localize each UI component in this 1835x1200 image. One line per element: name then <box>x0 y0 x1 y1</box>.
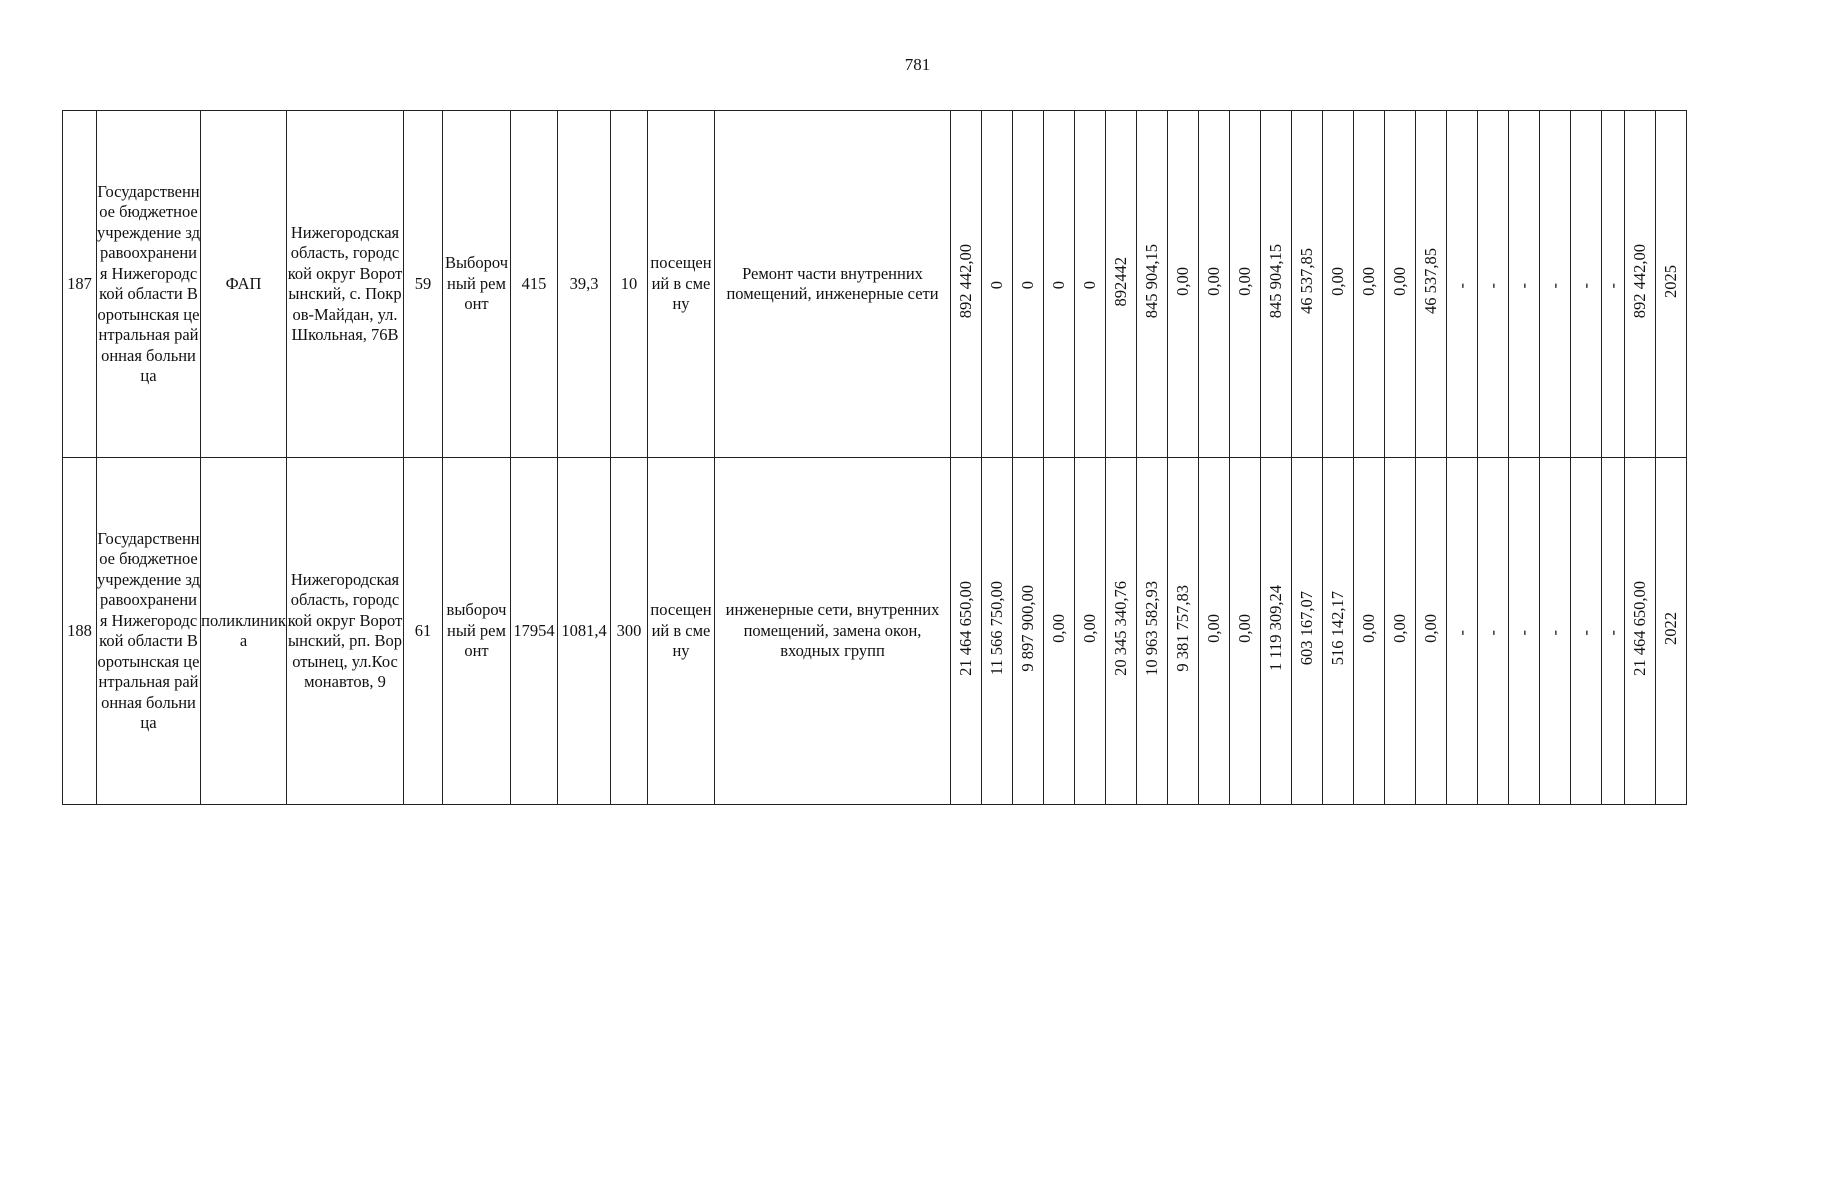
address-cell <box>287 111 404 458</box>
value: 0,00 <box>1328 266 1347 296</box>
value: - <box>1545 283 1564 289</box>
address: Нижегородская область, городской округ Воротынский, рп. Воротынец, ул.Космонавтов, 9 <box>287 569 403 691</box>
value-cell <box>1261 458 1292 805</box>
col8-cell <box>611 111 648 458</box>
value-cell <box>1540 111 1571 458</box>
value-cell <box>1478 458 1509 805</box>
value: - <box>1603 283 1622 289</box>
value: 11 566 750,00 <box>987 581 1006 676</box>
col6-cell <box>511 458 558 805</box>
value-cell <box>1447 111 1478 458</box>
value-cell <box>1447 458 1478 805</box>
value: - <box>1452 283 1471 289</box>
value: 0,00 <box>1235 266 1254 296</box>
value-cell <box>1013 458 1044 805</box>
description: Ремонт части внутренних помещений, инженерные сети <box>726 263 939 303</box>
value-cell <box>1075 458 1106 805</box>
year: 2025 <box>1661 264 1680 298</box>
value: - <box>1483 630 1502 636</box>
value-cell <box>982 111 1013 458</box>
value: - <box>1545 630 1564 636</box>
facility-type: поликлиника <box>201 610 286 650</box>
value: 1 119 309,24 <box>1266 585 1285 672</box>
value: 0,00 <box>1359 266 1378 296</box>
value-cell <box>1168 458 1199 805</box>
value-cell <box>1509 458 1540 805</box>
value-cell <box>1540 458 1571 805</box>
row-number: 187 <box>67 273 92 293</box>
value: 603 167,07 <box>1297 591 1316 666</box>
owner-cell <box>97 458 201 805</box>
value: 0,00 <box>1204 613 1223 643</box>
value: 516 142,17 <box>1328 591 1347 666</box>
value: - <box>1576 283 1595 289</box>
value-cell <box>1323 111 1354 458</box>
value-cell <box>1509 111 1540 458</box>
value: 892 442,00 <box>956 244 975 319</box>
value: 46 537,85 <box>1297 248 1316 315</box>
value-cell <box>1354 458 1385 805</box>
unit-cell <box>648 458 715 805</box>
value: 845 904,15 <box>1142 244 1161 319</box>
value: - <box>1576 630 1595 636</box>
table-row <box>63 111 1687 458</box>
col8-value: 300 <box>616 620 642 640</box>
value-cell <box>1416 458 1447 805</box>
col8-value: 10 <box>620 273 638 293</box>
value: 0,00 <box>1390 266 1409 296</box>
col4-cell <box>404 458 443 805</box>
value-cell <box>1106 111 1137 458</box>
work-type-cell <box>443 111 511 458</box>
owner-name: Государственное бюджетное учреждение здравоохранения Нижегородской области Воротынская центральная районная больница <box>97 181 200 385</box>
owner-name: Государственное бюджетное учреждение здравоохранения Нижегородской области Воротынская центральная районная больница <box>97 528 200 732</box>
work-type: выборочный ремонт <box>446 600 507 661</box>
col4-cell <box>404 111 443 458</box>
value-cell <box>1323 458 1354 805</box>
value-cell <box>1292 111 1323 458</box>
value: 21 464 650,00 <box>1630 580 1649 676</box>
value-cell <box>1385 111 1416 458</box>
value-cell <box>1478 111 1509 458</box>
value: 0,00 <box>1173 266 1192 296</box>
facility-type-cell <box>201 458 287 805</box>
table-row <box>63 458 1687 805</box>
value-cell <box>1602 458 1625 805</box>
value-cell <box>951 458 982 805</box>
address-cell <box>287 458 404 805</box>
col4-value: 61 <box>414 620 432 640</box>
description: инженерные сети, внутренних помещений, замена окон, входных групп <box>725 600 940 661</box>
value: 21 464 650,00 <box>956 580 975 676</box>
col7-value: 39,3 <box>569 273 599 293</box>
value-cell <box>1137 458 1168 805</box>
value: - <box>1514 283 1533 289</box>
facility-type-cell <box>201 111 287 458</box>
value-cell <box>1292 458 1323 805</box>
col6-cell <box>511 111 558 458</box>
col7-cell <box>558 458 611 805</box>
col6-value: 415 <box>521 273 547 293</box>
row-number-cell <box>63 458 97 805</box>
row-number: 188 <box>67 620 92 640</box>
value: 0 <box>1080 280 1099 289</box>
value: - <box>1483 283 1502 289</box>
value-cell <box>982 458 1013 805</box>
value-cell <box>1168 111 1199 458</box>
col6-value: 17954 <box>513 620 555 640</box>
value-cell <box>1013 111 1044 458</box>
value-cell <box>1625 111 1656 458</box>
value-cell <box>1044 111 1075 458</box>
work-type: Выборочный ремонт <box>444 253 509 314</box>
work-type-cell <box>443 458 511 805</box>
value: 0,00 <box>1390 613 1409 643</box>
description-cell <box>715 111 951 458</box>
value: - <box>1603 630 1622 636</box>
value: 845 904,15 <box>1266 244 1285 319</box>
address: Нижегородская область, городской округ Воротынский, с. Покров-Майдан, ул.Школьная, 76В <box>287 222 403 344</box>
page-number: 781 <box>904 55 931 74</box>
value: - <box>1452 630 1471 636</box>
value: 9 897 900,00 <box>1018 584 1037 672</box>
owner-cell <box>97 111 201 458</box>
value-cell <box>1199 458 1230 805</box>
col4-value: 59 <box>414 273 432 293</box>
value: 9 381 757,83 <box>1173 584 1192 672</box>
value: 0,00 <box>1235 613 1254 643</box>
value-cell <box>1354 111 1385 458</box>
value: 0 <box>1049 280 1068 289</box>
value-cell <box>1230 458 1261 805</box>
value-cell <box>1416 111 1447 458</box>
col7-value: 1081,4 <box>561 620 607 640</box>
value-cell <box>1625 458 1656 805</box>
value: 0,00 <box>1080 613 1099 643</box>
value: 0,00 <box>1359 613 1378 643</box>
value: 20 345 340,76 <box>1111 580 1130 676</box>
value: 0,00 <box>1204 266 1223 296</box>
register-table <box>62 110 1687 805</box>
col7-cell <box>558 111 611 458</box>
unit: посещений в смену <box>650 253 712 314</box>
value-cell <box>1075 111 1106 458</box>
value-cell <box>1571 111 1602 458</box>
unit-cell <box>648 111 715 458</box>
unit: посещений в смену <box>650 600 712 661</box>
value-cell <box>1261 111 1292 458</box>
year: 2022 <box>1661 611 1680 645</box>
value-cell <box>1137 111 1168 458</box>
description-cell <box>715 458 951 805</box>
value: 0,00 <box>1049 613 1068 643</box>
value-cell <box>1602 111 1625 458</box>
year-cell <box>1656 111 1687 458</box>
value: 0,00 <box>1421 613 1440 643</box>
col8-cell <box>611 458 648 805</box>
value-cell <box>1199 111 1230 458</box>
value: 46 537,85 <box>1421 248 1440 315</box>
facility-type: ФАП <box>225 273 262 293</box>
value-cell <box>951 111 982 458</box>
year-cell <box>1656 458 1687 805</box>
value-cell <box>1044 458 1075 805</box>
value: 0 <box>987 280 1006 289</box>
row-number-cell <box>63 111 97 458</box>
value: - <box>1514 630 1533 636</box>
value-cell <box>1571 458 1602 805</box>
value: 892442 <box>1111 256 1130 306</box>
value: 892 442,00 <box>1630 244 1649 319</box>
value: 0 <box>1018 280 1037 289</box>
value: 10 963 582,93 <box>1142 580 1161 676</box>
value-cell <box>1230 111 1261 458</box>
value-cell <box>1385 458 1416 805</box>
value-cell <box>1106 458 1137 805</box>
